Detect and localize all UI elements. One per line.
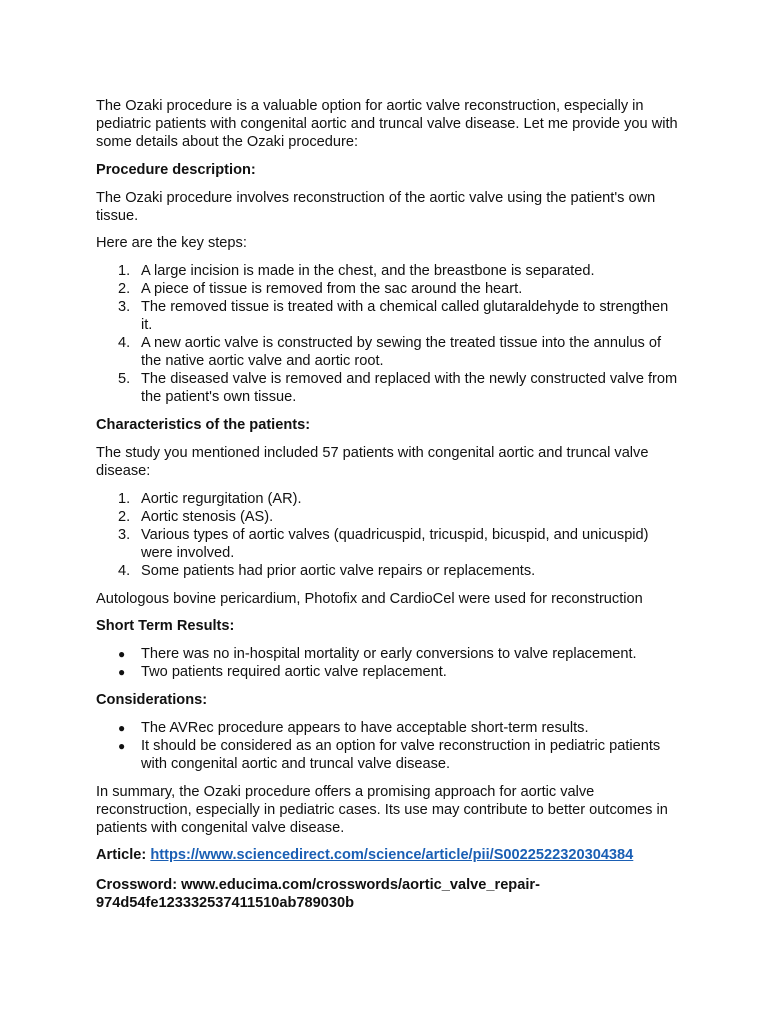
list-item: 3. Various types of aortic valves (quadricuspid, tricuspid, bicuspid, and unicuspid) were involved. bbox=[118, 527, 649, 561]
considerations-heading: Considerations: bbox=[96, 692, 208, 708]
summary-paragraph: In summary, the Ozaki procedure offers a promising approach for aortic valve reconstruction, especially in pediatric cases. Its use may contribute to better outcomes in patients with congenital valve disease. bbox=[96, 784, 668, 836]
materials-text: Autologous bovine pericardium, Photofix and CardioCel were used for reconstruction bbox=[96, 591, 643, 607]
crossword-line bbox=[96, 876, 680, 912]
crossword-url: www.educima.com/crosswords/aortic_valve_repair-974d54fe123332537411510ab789030b bbox=[96, 877, 540, 911]
document-content bbox=[96, 97, 680, 912]
article-line bbox=[96, 846, 680, 864]
bullet-icon: ● bbox=[118, 721, 126, 735]
intro-paragraph: The Ozaki procedure is a valuable option for aortic valve reconstruction, especially in pediatric patients with congenital aortic and truncal valve disease. Let me provide you with some details about the Ozaki procedure: bbox=[96, 98, 678, 150]
list-item: ● It should be considered as an option for valve reconstruction in pediatric patients with congenital aortic and truncal valve disease. bbox=[118, 738, 661, 772]
patients-heading: Characteristics of the patients: bbox=[96, 417, 311, 433]
procedure-steps-list bbox=[96, 262, 680, 406]
list-item: 4. A new aortic valve is constructed by sewing the treated tissue into the annulus of the native aortic valve and aortic root. bbox=[118, 335, 661, 369]
patients-text: The study you mentioned included 57 patients with congenital aortic and truncal valve disease: bbox=[96, 445, 649, 479]
list-item: 2. Aortic stenosis (AS). bbox=[118, 509, 274, 525]
considerations-list bbox=[96, 719, 680, 773]
procedure-heading: Procedure description: bbox=[96, 162, 256, 178]
list-item: ● Two patients required aortic valve replacement. bbox=[118, 664, 447, 680]
article-label: Article: bbox=[96, 847, 147, 863]
short-term-heading: Short Term Results: bbox=[96, 618, 235, 634]
bullet-icon: ● bbox=[118, 647, 126, 661]
list-item: 4. Some patients had prior aortic valve repairs or replacements. bbox=[118, 563, 536, 579]
crossword-label: Crossword: bbox=[96, 877, 178, 893]
steps-intro: Here are the key steps: bbox=[96, 235, 247, 251]
article-link[interactable]: https://www.sciencedirect.com/science/article/pii/S0022522320304384 bbox=[150, 847, 634, 863]
bullet-icon: ● bbox=[118, 739, 126, 753]
procedure-text: The Ozaki procedure involves reconstruction of the aortic valve using the patient's own tissue. bbox=[96, 190, 656, 224]
list-item: ● There was no in-hospital mortality or early conversions to valve replacement. bbox=[118, 646, 637, 662]
list-item: ● The AVRec procedure appears to have acceptable short-term results. bbox=[118, 720, 589, 736]
list-item: 2. A piece of tissue is removed from the sac around the heart. bbox=[118, 281, 523, 297]
list-item: 1. Aortic regurgitation (AR). bbox=[118, 491, 302, 507]
list-item: 1. A large incision is made in the chest, and the breastbone is separated. bbox=[118, 263, 595, 279]
patients-list bbox=[96, 490, 680, 580]
bullet-icon: ● bbox=[118, 665, 126, 679]
list-item: 3. The removed tissue is treated with a chemical called glutaraldehyde to strengthen it. bbox=[118, 299, 669, 333]
short-term-list bbox=[96, 645, 680, 681]
list-item: 5. The diseased valve is removed and replaced with the newly constructed valve from the patient's own tissue. bbox=[118, 371, 678, 405]
